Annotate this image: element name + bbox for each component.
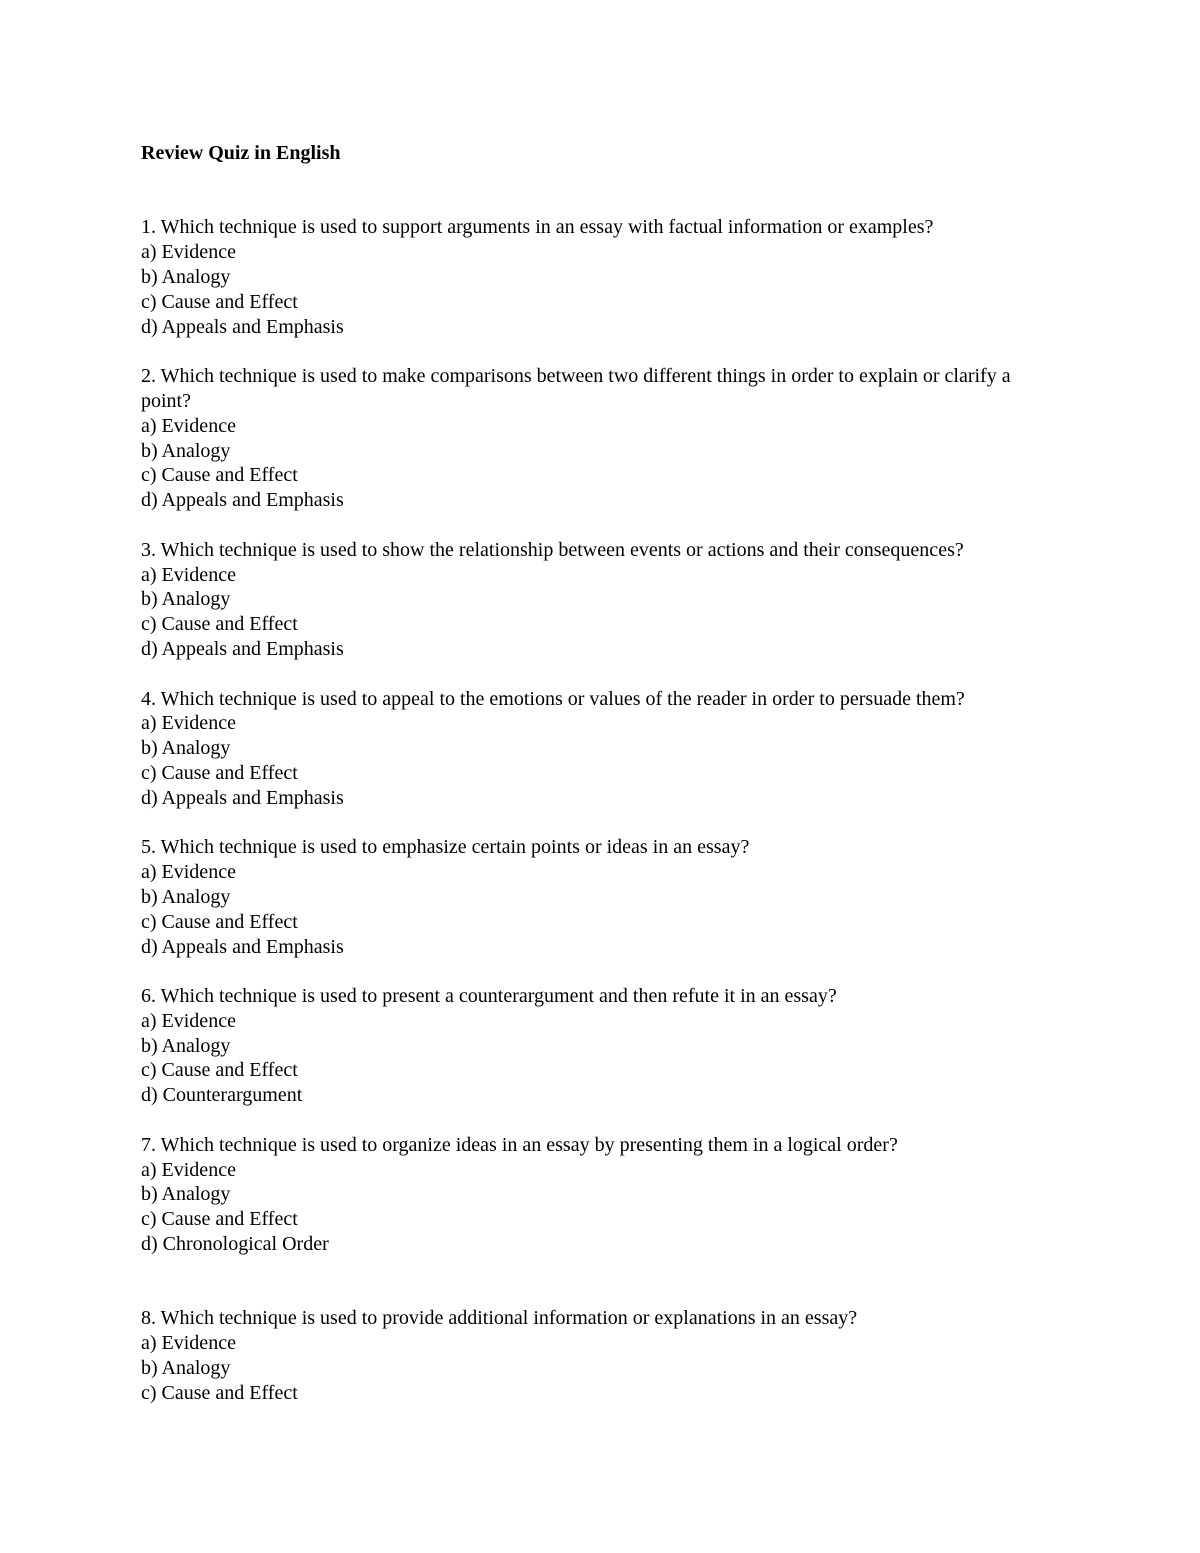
document-body [141, 141, 1061, 1406]
question-text: 2. Which technique is used to make comparisons between two different things in order to explain or clarify a point? [141, 365, 1011, 412]
option-a: a) Evidence [141, 712, 236, 735]
question-text: 8. Which technique is used to provide additional information or explanations in an essay? [141, 1307, 858, 1330]
spacer [141, 339, 1061, 364]
question-text: 7. Which technique is used to organize ideas in an essay by presenting them in a logical order? [141, 1133, 898, 1156]
option-c: c) Cause and Effect [141, 613, 298, 636]
option-b: b) Analogy [141, 885, 231, 908]
option-a: a) Evidence [141, 1009, 236, 1032]
option-b: b) Analogy [141, 588, 231, 611]
question-text: 1. Which technique is used to support arguments in an essay with factual information or examples? [141, 216, 934, 239]
option-a: a) Evidence [141, 241, 236, 264]
question-text: 6. Which technique is used to present a counterargument and then refute it in an essay? [141, 985, 837, 1008]
option-a: a) Evidence [141, 1158, 236, 1181]
option-d: d) Appeals and Emphasis [141, 786, 344, 809]
option-c: c) Cause and Effect [141, 1381, 298, 1404]
option-b: b) Analogy [141, 1034, 231, 1057]
question-text: 5. Which technique is used to emphasize certain points or ideas in an essay? [141, 836, 750, 859]
option-b: b) Analogy [141, 439, 231, 462]
question-5 [141, 835, 1061, 959]
question-1 [141, 215, 1061, 339]
spacer [141, 662, 1061, 687]
spacer [141, 811, 1061, 836]
spacer [141, 959, 1061, 984]
option-c: c) Cause and Effect [141, 290, 298, 313]
question-text: 4. Which technique is used to appeal to the emotions or values of the reader in order to persuade them? [141, 687, 965, 710]
question-3 [141, 538, 1061, 662]
question-text: 3. Which technique is used to show the relationship between events or actions and their consequences? [141, 538, 964, 561]
quiz-title: Review Quiz in English [141, 142, 341, 164]
option-a: a) Evidence [141, 861, 236, 884]
option-a: a) Evidence [141, 1332, 236, 1355]
option-c: c) Cause and Effect [141, 1059, 298, 1082]
option-b: b) Analogy [141, 737, 231, 760]
option-b: b) Analogy [141, 1183, 231, 1206]
spacer [141, 1257, 1061, 1307]
question-8 [141, 1306, 1061, 1405]
question-2 [141, 364, 1061, 513]
option-b: b) Analogy [141, 265, 231, 288]
spacer [141, 166, 1061, 216]
option-d: d) Chronological Order [141, 1233, 329, 1256]
spacer [141, 513, 1061, 538]
option-c: c) Cause and Effect [141, 464, 298, 487]
spacer [141, 1108, 1061, 1133]
option-c: c) Cause and Effect [141, 1208, 298, 1231]
option-c: c) Cause and Effect [141, 910, 298, 933]
option-d: d) Appeals and Emphasis [141, 315, 344, 338]
option-a: a) Evidence [141, 414, 236, 437]
question-7 [141, 1133, 1061, 1257]
option-d: d) Appeals and Emphasis [141, 637, 344, 660]
option-a: a) Evidence [141, 563, 236, 586]
option-c: c) Cause and Effect [141, 761, 298, 784]
option-d: d) Counterargument [141, 1084, 303, 1107]
question-4 [141, 687, 1061, 811]
option-b: b) Analogy [141, 1357, 231, 1380]
option-d: d) Appeals and Emphasis [141, 489, 344, 512]
option-d: d) Appeals and Emphasis [141, 935, 344, 958]
question-6 [141, 984, 1061, 1108]
